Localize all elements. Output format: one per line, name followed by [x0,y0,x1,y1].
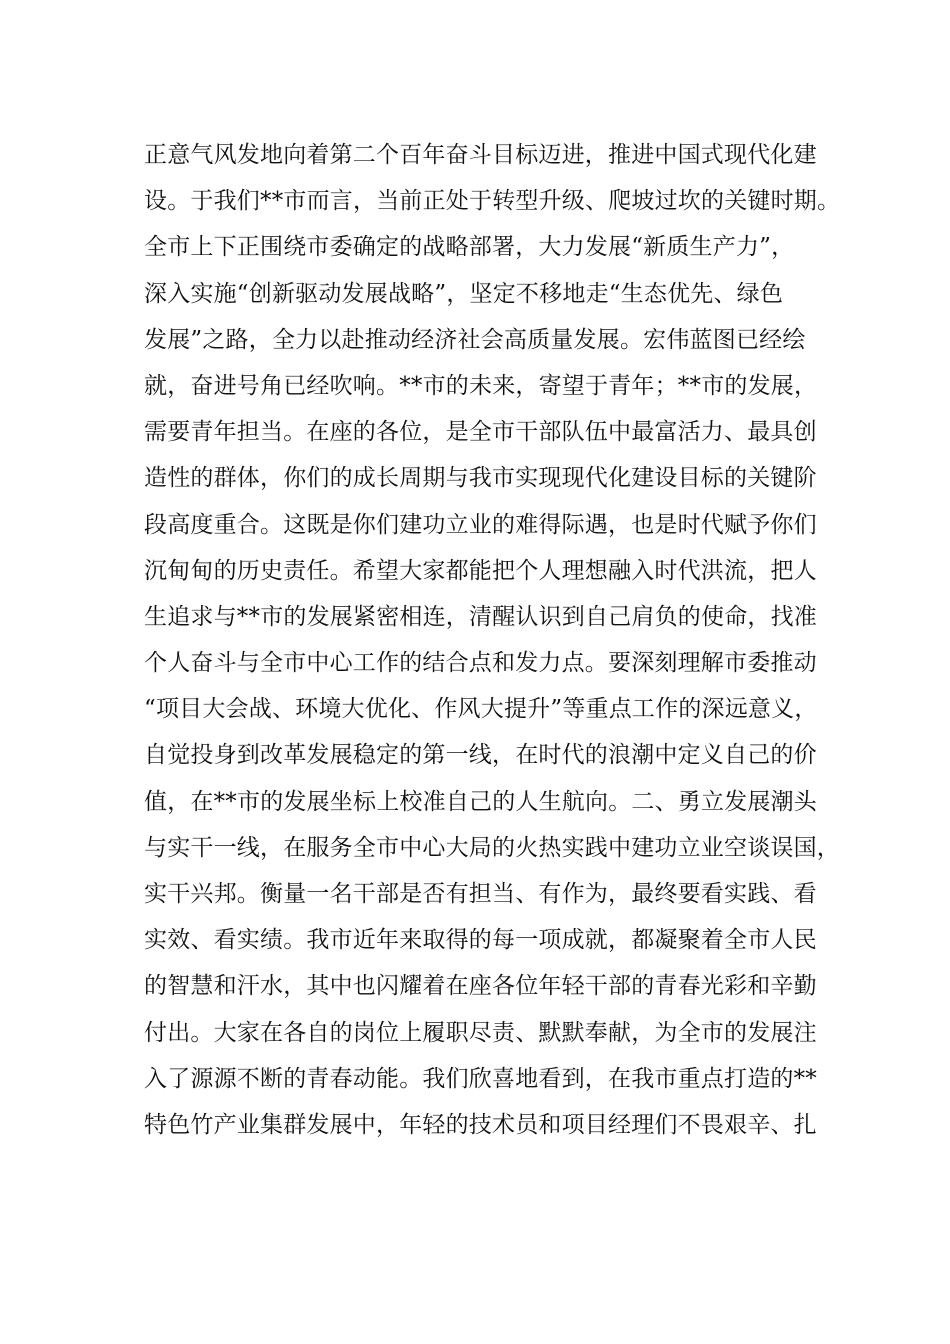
text-line: 需要青年担当。在座的各位，是全市干部队伍中最富活力、最具创 [144,419,817,446]
text-line: 实干兴邦。衡量一名干部是否有担当、有作为，最终要看实践、看 [144,881,817,907]
text-line: 特色竹产业集群发展中，年轻的技术员和项目经理们不畏艰辛、扎 [144,1111,817,1138]
body-text [144,132,844,1148]
text-line: 造性的群体，你们的成长周期与我市实现现代化建设目标的关键阶 [144,465,817,492]
text-line: 段高度重合。这既是你们建功立业的难得际遇，也是时代赋予你们 [144,511,817,538]
text-line: 值，在**市的发展坐标上校准自己的人生航向。二、勇立发展潮头 [144,788,817,815]
text-line: 付出。大家在各自的岗位上履职尽责、默默奉献，为全市的发展注 [144,1019,817,1046]
text-line: 就，奋进号角已经吹响。**市的未来，寄望于青年；**市的发展， [144,372,818,399]
text-line: 个人奋斗与全市中心工作的结合点和发力点。要深刻理解市委推动 [144,650,817,677]
text-line: 全市上下正围绕市委确定的战略部署，大力发展“新质生产力”， [144,234,795,261]
text-line: 设。于我们**市而言，当前正处于转型升级、爬坡过坎的关键时期。 [144,188,841,215]
text-line: 正意气风发地向着第二个百年奋斗目标迈进，推进中国式现代化建 [144,142,817,168]
text-line: 生追求与**市的发展紧密相连，清醒认识到自己肩负的使命，找准 [144,603,817,630]
text-line: 沉甸甸的历史责任。希望大家都能把个人理想融入时代洪流，把人 [144,557,817,584]
text-line: 自觉投身到改革发展稳定的第一线，在时代的浪潮中定义自己的价 [144,742,817,769]
text-line: 与实干一线，在服务全市中心大局的火热实践中建功立业空谈误国， [144,834,840,861]
text-line: 深入实施“创新驱动发展战略”，坚定不移地走“生态优先、绿色 [144,280,784,307]
text-line: 的智慧和汗水，其中也闪耀着在座各位年轻干部的青春光彩和辛勤 [144,973,817,1000]
text-line: “项目大会战、环境大优化、作风大提升”等重点工作的深远意义， [144,696,818,723]
text-line: 实效、看实绩。我市近年来取得的每一项成就，都凝聚着全市人民 [144,927,817,954]
text-line: 入了源源不断的青春动能。我们欣喜地看到，在我市重点打造的** [144,1065,817,1092]
text-line: 发展”之路，全力以赴推动经济社会高质量发展。宏伟蓝图已经绘 [144,326,806,353]
